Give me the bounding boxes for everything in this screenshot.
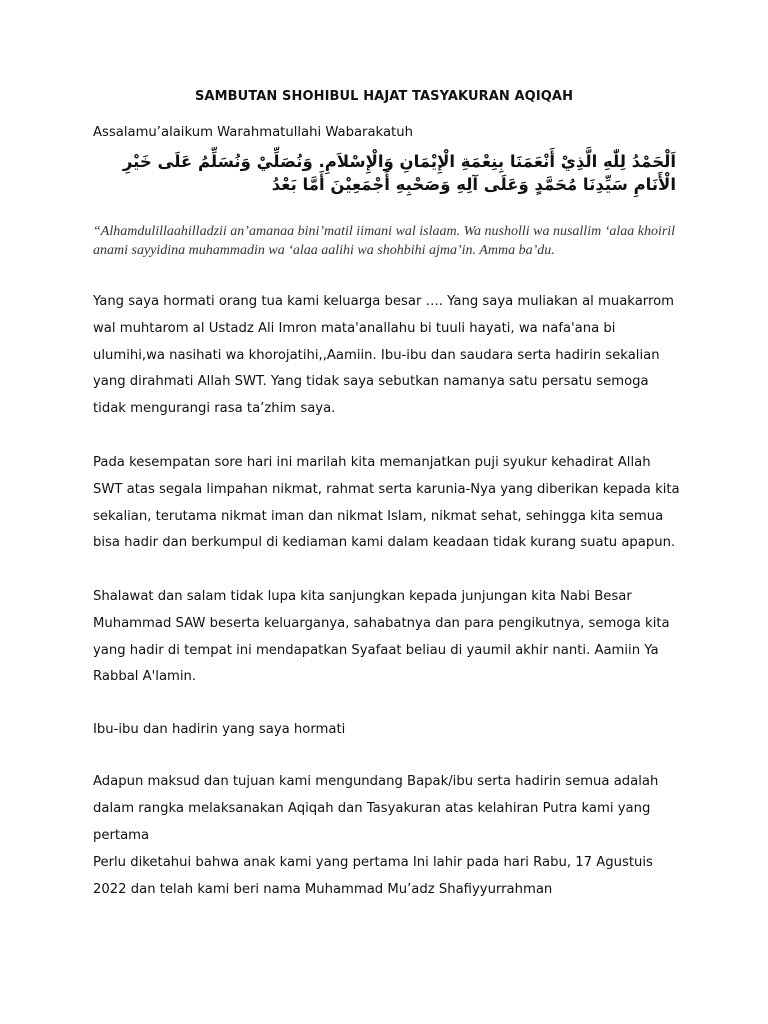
transliteration-text: “Alhamdulillaahilladzii an’amanaa bini’matil iimani wal islaam. Wa nusholli wa nusallim ‘alaa khoiril anami sayyidina muhammadin wa ‘alaa aalihi wa shohbihi ajma’in. Amma ba’du.	[93, 224, 676, 258]
paragraph-salutation: Yang saya hormati orang tua kami keluarga besar …. Yang saya muliakan al muakarrom wal muhtarom al Ustadz Ali Imron mata'anallahu bi tuuli hayati, wa nafa'ana bi ulumihi,wa nasihati wa khorojatihi,,Aamiin. Ibu-ibu dan saudara serta hadirin sekalian yang dirahmati Allah SWT. Yang tidak saya sebutkan namanya satu persatu semoga tidak mengurangi rasa ta’zhim saya.	[93, 294, 675, 417]
document-title: SAMBUTAN SHOHIBUL HAJAT TASYAKURAN AQIQAH	[194, 89, 574, 104]
arabic-opening-text: اَلْحَمْدُ لِلّٰهِ الَّذِيْ أَنْعَمَنَا بِنِعْمَةِ الْإِيْمَانِ وَالْإِسْلاَمِ. وَنُصَلِّيْ وَنُسَلِّمُ عَلَى خَيْرِ الْأَنَامِ سَيِّدِنَا مُحَمَّدٍ وَعَلَى آلِهِ وَصَحْبِهِ أَجْمَعِيْنَ أَمَّا بَعْدُ	[122, 152, 676, 194]
paragraph-gratitude: Pada kesempatan sore hari ini marilah kita memanjatkan puji syukur kehadirat Allah SWT atas segala limpahan nikmat, rahmat serta karunia-Nya yang diberikan kepada kita sekalian, terutama nikmat iman dan nikmat Islam, nikmat sehat, sehingga kita semua bisa hadir dan berkumpul di kediaman kami dalam keadaan tidak kurang suatu apapun.	[93, 455, 680, 551]
paragraph-shalawat: Shalawat dan salam tidak lupa kita sanjungkan kepada junjungan kita Nabi Besar Muhammad SAW beserta keluarganya, sahabatnya dan para pengikutnya, semoga kita yang hadir di tempat ini mendapatkan Syafaat beliau di yaumil akhir nanti. Aamiin Ya Rabbal A'lamin.	[93, 589, 670, 685]
paragraph-address: Ibu-ibu dan hadirin yang saya hormati	[93, 722, 346, 737]
greeting-line: Assalamu’alaikum Warahmatullahi Wabarakatuh	[93, 125, 413, 140]
paragraph-birth-info: Perlu diketahui bahwa anak kami yang pertama Ini lahir pada hari Rabu, 17 Agustuis 2022 dan telah kami beri nama Muhammad Mu’adz Shafiyyurrahman	[93, 855, 653, 897]
paragraph-purpose: Adapun maksud dan tujuan kami mengundang Bapak/ibu serta hadirin semua adalah dalam rangka melaksanakan Aqiqah dan Tasyakuran atas kelahiran Putra kami yang pertama	[93, 774, 659, 843]
